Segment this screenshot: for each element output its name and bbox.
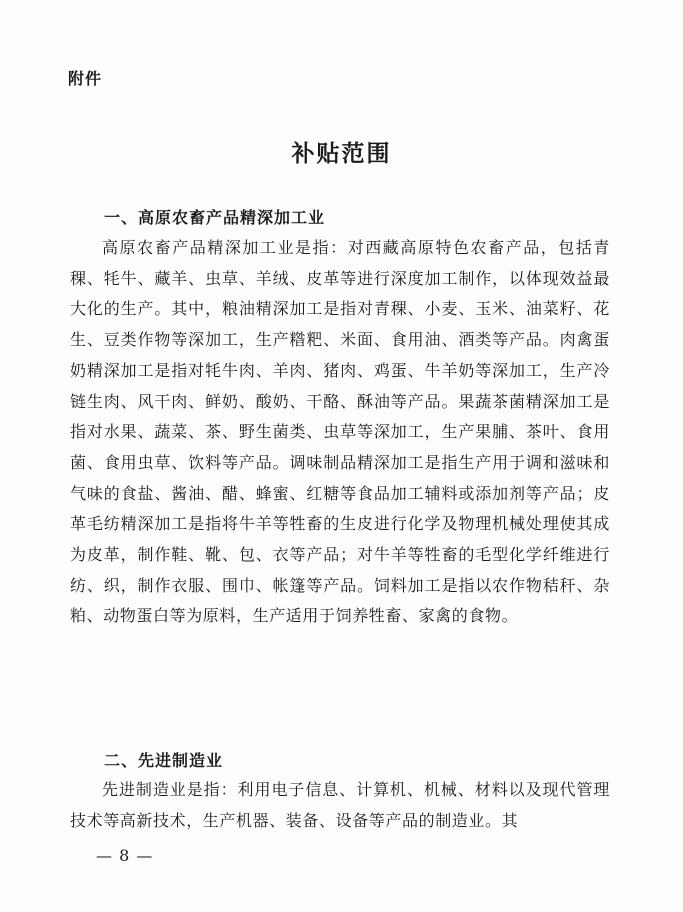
page-number: — 8 —	[96, 846, 154, 865]
section-body-2: 先进制造业是指：利用电子信息、计算机、机械、材料以及现代管理技术等高新技术，生产机器、装备、设备等产品的制造业。其	[70, 780, 610, 830]
section-heading-1: 一、高原农畜产品精深加工业	[104, 208, 326, 227]
section-heading-2: 二、先进制造业	[104, 751, 224, 770]
document-title: 补贴范围	[291, 141, 392, 167]
section-body-1: 高原农畜产品精深加工业是指：对西藏高原特色农畜产品，包括青稞、牦牛、藏羊、虫草、羊绒、皮革等进行深度加工制作，以体现效益最大化的生产。其中，粮油精深加工是指对青稞、小麦、玉米、油菜籽、花生、豆类作物等深加工，生产糌粑、米面、食用油、酒类等产品。肉禽蛋奶精深加工是指对牦牛肉、羊肉、猪肉、鸡蛋、牛羊奶等深加工，生产冷链生肉、风干肉、鲜奶、酸奶、干酪、酥油等产品。果蔬茶菌精深加工是指对水果、蔬菜、茶、野生菌类、虫草等深加工，生产果脯、茶叶、食用菌、食用虫草、饮料等产品。调味制品精深加工是指生产用于调和滋味和气味的食盐、酱油、醋、蜂蜜、红糖等食品加工辅料或添加剂等产品；皮革毛纺精深加工是指将牛羊等牲畜的生皮进行化学及物理机械处理使其成为皮革，制作鞋、靴、包、衣等产品；对牛羊等牲畜的毛型化学纤维进行纺、织，制作衣服、围巾、帐篷等产品。饲料加工是指以农作物秸秆、杂粕、动物蛋白等为原料，生产适用于饲养牲畜、家禽的食物。	[70, 238, 610, 626]
attachment-label: 附件	[68, 69, 103, 88]
